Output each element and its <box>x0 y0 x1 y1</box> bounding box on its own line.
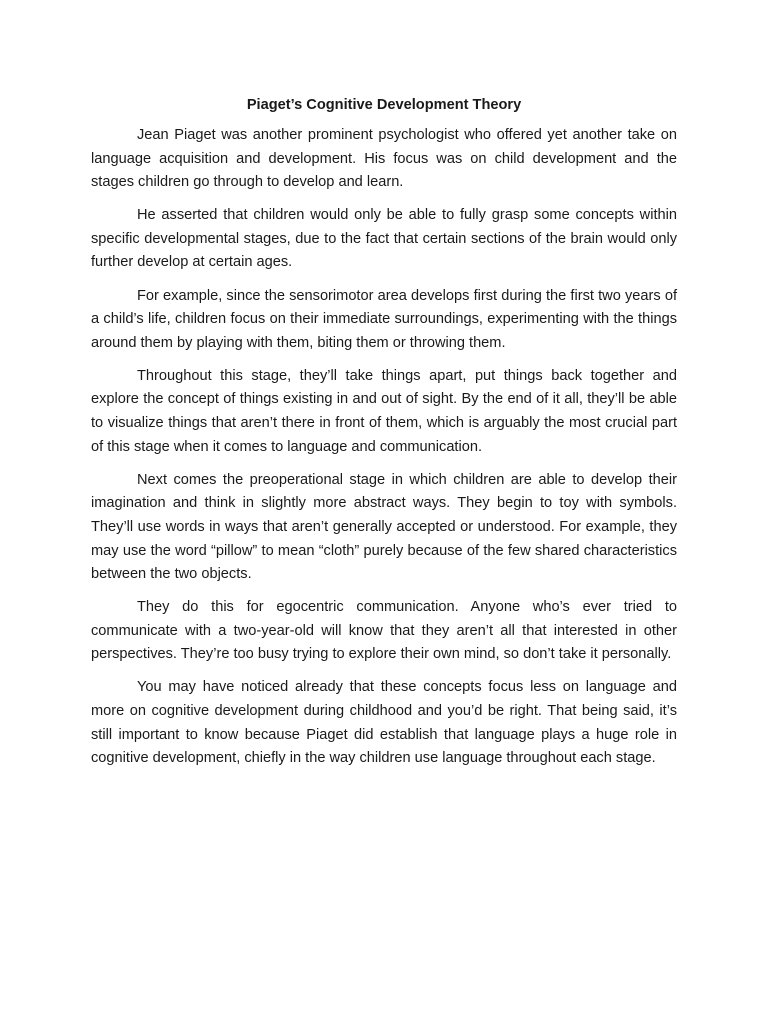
paragraph-3: For example, since the sensorimotor area develops first during the first two years of a child’s life, children focus on their immediate surroundings, experimenting with the things around them by playing with them, biting them or throwing them. <box>91 287 677 351</box>
document-body <box>91 94 677 780</box>
paragraph-2: He asserted that children would only be able to fully grasp some concepts within specific developmental stages, due to the fact that certain sections of the brain would only further develop at certain ages. <box>91 207 677 271</box>
paragraph-7: You may have noticed already that these concepts focus less on language and more on cognitive development during childhood and you’d be right. That being said, it’s still important to know because Piaget did establish that language plays a huge role in cognitive development, chiefly in the way children use language throughout each stage. <box>91 679 677 767</box>
paragraph-4: Throughout this stage, they’ll take things apart, put things back together and explore the concept of things existing in and out of sight. By the end of it all, they’ll be able to visualize things that aren’t there in front of them, which is arguably the most crucial part of this stage when it comes to language and communication. <box>91 367 677 455</box>
paragraph-5: Next comes the preoperational stage in which children are able to develop their imagination and think in slightly more abstract ways. They begin to toy with symbols. They’ll use words in ways that aren’t generally accepted or understood. For example, they may use the word “pillow” to mean “cloth” purely because of the few shared characteristics between the two objects. <box>91 471 677 583</box>
document-title: Piaget’s Cognitive Development Theory <box>246 97 522 113</box>
paragraph-6: They do this for egocentric communication. Anyone who’s ever tried to communicate with a two-year-old will know that they aren’t all that interested in other perspectives. They’re too busy trying to explore their own mind, so don’t take it personally. <box>91 599 677 663</box>
paragraph-1: Jean Piaget was another prominent psychologist who offered yet another take on language acquisition and development. His focus was on child development and the stages children go through to develop and learn. <box>91 127 677 191</box>
